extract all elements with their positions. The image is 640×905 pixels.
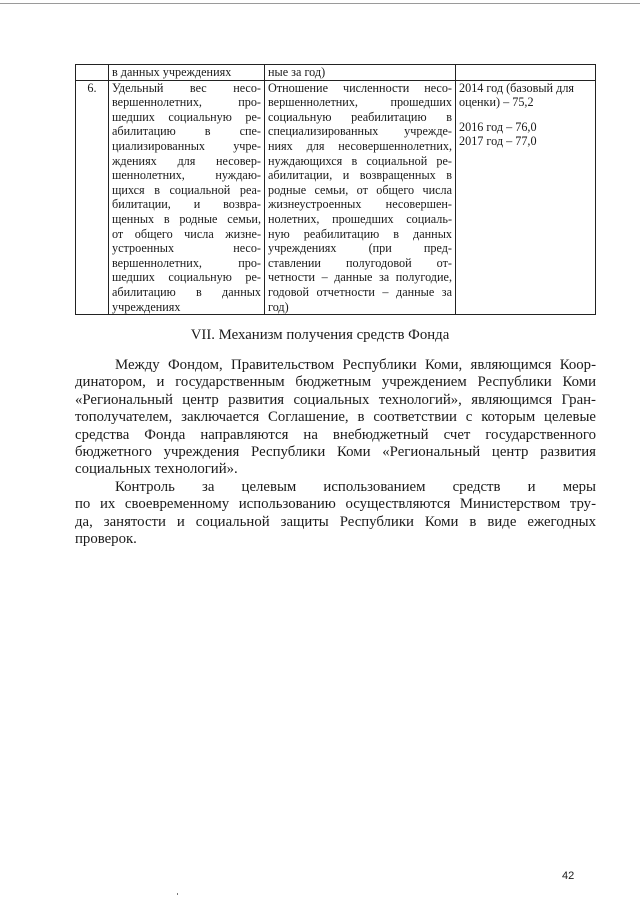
paragraph-line: да, занятости и социальной защиты Республики Коми в виде ежегодных (75, 513, 596, 530)
text-line: Отношение численности несо- (268, 80, 452, 95)
target-value-line: 2014 год (базовый для (459, 80, 575, 95)
row-number: 6. (76, 80, 109, 315)
text-line: абилитацию в спе- (112, 124, 261, 139)
text-line: четности – данные за полугодие, (268, 270, 452, 285)
calculation-method-cell (265, 80, 456, 315)
paragraph-line: Между Фондом, Правительством Республики Коми, являющимся Коор- (115, 357, 596, 373)
text-line: щенных в родные семьи, (112, 211, 261, 226)
paragraph-line: бюджетного учреждения Республики Коми «Региональный центр развития (75, 444, 596, 461)
paragraph-line: средства Фонда направляются на внебюджетный счет государственного (75, 426, 596, 443)
text-line: годовой отчетности – данные за (268, 284, 452, 299)
table-cell-method-tail: ные за год) (265, 65, 456, 81)
paragraph-line: проверок. (75, 531, 137, 548)
text-line: шедших социальную ре- (112, 270, 261, 285)
paragraph-line: Контроль за целевым использованием средств и меры (115, 479, 596, 495)
text-line: от общего числа жизне- (112, 226, 261, 241)
text-line: устроенных несо- (112, 241, 261, 256)
text-line: год) (268, 299, 289, 314)
paragraph-line: социальных технологий». (75, 461, 238, 478)
scan-speck (177, 893, 178, 895)
page-number: 42 (562, 870, 575, 882)
text-line: щихся в социальной реа- (112, 182, 261, 197)
section-title: VII. Механизм получения средств Фонда (190, 327, 450, 343)
text-line: вершеннолетних, про- (112, 255, 261, 270)
text-line: вершеннолетних, прошедших (268, 95, 452, 110)
text-line: шеннолетних, нуждаю- (112, 168, 261, 183)
text-line: шедших социальную ре- (112, 109, 261, 124)
text-line: учреждениях (при пред- (268, 241, 452, 256)
text-line: Удельный вес несо- (112, 80, 261, 95)
paragraph-control (75, 479, 596, 549)
target-value-line: оценки) – 75,2 (459, 95, 534, 110)
paragraph-line: «Региональный центр развития социальных технологий», являющимся Гран- (75, 391, 596, 408)
text-line: вершеннолетних, про- (112, 95, 261, 110)
paragraph-line: по их своевременному использованию осуществляются Министерством тру- (75, 496, 596, 513)
text-line: нолетних, прошедших социаль- (268, 211, 452, 226)
text-line: абилитацию в данных (112, 284, 261, 299)
text-line: циализированных учре- (112, 138, 261, 153)
text-line: ниях для несовершеннолетних, (268, 138, 452, 153)
text-line: ждениях для несовер- (112, 153, 261, 168)
table-cell-empty (76, 65, 109, 81)
target-values-cell (456, 80, 596, 315)
target-value-line: 2016 год – 76,0 (459, 119, 537, 134)
indicator-name-cell (109, 80, 265, 315)
text-line: абилитации, и возвращенных в (268, 168, 452, 183)
paragraph-line: динатором, и государственным бюджетным учреждением Республики Коми (75, 374, 596, 391)
paragraph-line: тополучателем, заключается Соглашение, в соответствии с которым целевые (75, 409, 596, 426)
text-line: ставлении полугодовой от- (268, 255, 452, 270)
table-row-continuation (76, 65, 596, 81)
text-line: социальную реабилитацию в (268, 109, 452, 124)
scan-edge-line (0, 3, 640, 4)
text-line: жизнеустроенных несовершен- (268, 197, 452, 212)
text-line: нуждающихся в социальной ре- (268, 153, 452, 168)
target-value-line: 2017 год – 77,0 (459, 134, 537, 149)
table-row (76, 80, 596, 315)
spacer (459, 110, 592, 120)
indicators-table (75, 64, 596, 315)
text-line: родные семьи, от общего числа (268, 182, 452, 197)
text-line: учреждениях (112, 299, 181, 314)
text-line: специализированных учрежде- (268, 124, 452, 139)
table-cell-empty (456, 65, 596, 81)
paragraph-agreement (75, 357, 596, 479)
text-line: билитации, и возвра- (112, 197, 261, 212)
text-line: ную реабилитацию в данных (268, 226, 452, 241)
table-cell-indicator-tail: в данных учреждениях (109, 65, 265, 81)
